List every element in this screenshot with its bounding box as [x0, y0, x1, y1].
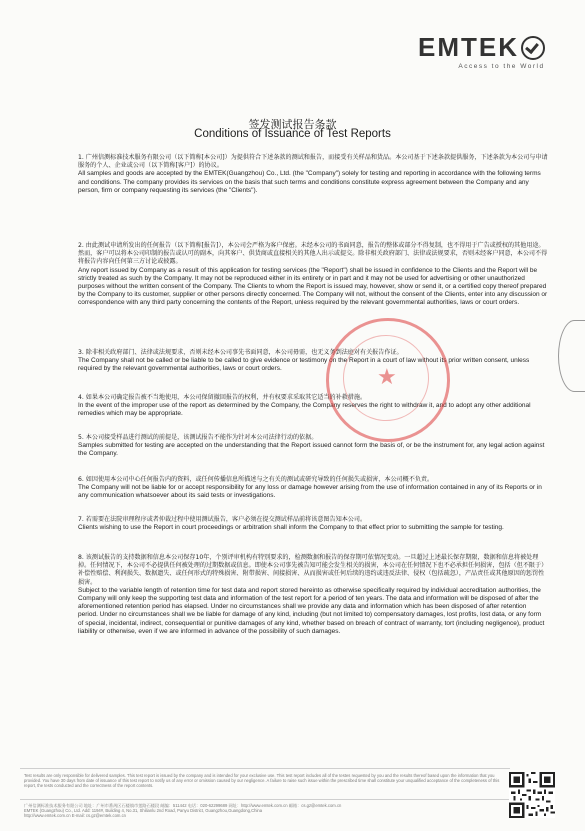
footer-notice: Test results are only responsible for delivered samples. This test report is issued by the company and is intended for your exclusive use. This test report includes all of the testes requested by you and the results thereof based upon the information that you provided. You have 30 days from date of issuance of this test report to notify us of any error or omission caused by our negligence. A failure to raise such issue within the prescribed time shall constitute your unqualified acceptance of the completeness of this report, the tests conducted and the correctness of the report contents.	[24, 773, 500, 788]
footer-divider	[20, 768, 510, 769]
clause-6-cn: 如因使用本公司中心任何报告内的资料，或任何传播信息所描述与之有关的测试或研究导致的任何损失或损害，本公司概不负责。	[85, 476, 434, 483]
clause-2-en: Any report issued by Company as a result of this application for testing services (the "Report") shall be issued in confidence to the Clients and the Report will be strictly treated as such by the Company. It may not be reproduced either in its entirety or in part and it may not be used for advertising or other unauthorized purposes without the written consent of the Company. The Clients to whom the Report is issued may, however, show or send it, or a certified copy thereof prepared by the Company to its customer, supplier or other persons directly concerned. The Company will not, without the consent of the Clients, enter into any discussion or correspondence with any third party concerning the contents of the Report, unless required by the relevant governmental authorities, laws or court orders.	[78, 266, 548, 307]
page-title-cn: 签发测试报告条款	[248, 118, 337, 131]
clause-4: 4. 如果本公司确定报告被不当地使用，本公司保留撤回报告的权利，并有权要求采取其它适当的补救措施。 In the event of the improper use of the report as determined by the Company, the Company reserves the right to withdraw it, and to adopt any other additional remedies which may be appropriate.	[78, 394, 548, 419]
logo-wordmark: EMTEK	[418, 32, 519, 62]
clause-3-cn: 除非相关政府部门、法律或法规要求，否则未经本公司事先书面同意，本公司毋需，也无义务到法庭对有关报告作证。	[85, 349, 403, 356]
footer-divider-2	[20, 799, 510, 800]
page-edge-mark	[558, 320, 585, 392]
clause-1-cn: 广州信测标准技术服务有限公司（以下简称[本公司]）为提供符合下述条款的测试和报告，而接受有关样品和货品。本公司基于下述条款提供服务，下述条款为本公司与申请服务的个人、企业或公司（以下简称[客户]）的协议。	[78, 154, 548, 170]
clause-7-cn: 若需要在法院审理程序或者仲裁过程中使用测试报告，客户必须在提交测试样品前将该意图告知本公司。	[85, 516, 367, 523]
clause-7: 7. 若需要在法院审理程序或者仲裁过程中使用测试报告，客户必须在提交测试样品前将该意图告知本公司。 Clients wishing to use the Report in court proceedings or arbitration shall inform the Company to that effect prior to submitting the sample for testing.	[78, 516, 548, 532]
clause-8-en: Subject to the variable length of retention time for test data and report stored hereinto as otherwise specifically required by individual accreditation authorities, the Company will only keep the supporting test data and information of the test report for a period of ten years. The data and information will be disposed of after the aforementioned retention period has elapsed. Under no circumstances shall we provide any data and information which has been disposed of after retention period. Under no circumstances shall we be liable for damage of any kind, including (but not limited to) compensatory damages, lost profits, lost data, or any form of special, incidental, indirect, consequential or punitive damages of any kind, whether based on breach of contract of warranty, tort (including negligence), product liability or otherwise, even if we are informed in advance of the possibility of such damages.	[78, 586, 545, 635]
company-logo	[418, 32, 545, 70]
clause-7-en: Clients wishing to use the Report in court proceedings or arbitration shall inform the Company to that effect prior to submitting the sample for testing.	[78, 524, 504, 532]
clause-4-en: In the event of the improper use of the report as determined by the Company, the Company reserves the right to withdraw it, and to adopt any other additional remedies which may be appropriate.	[78, 402, 531, 418]
clause-5-en: Samples submitted for testing are accepted on the understanding that the Report issued cannot form the basis of, or be the instrument for, any legal action against the Company.	[78, 442, 545, 458]
company-seal	[326, 318, 450, 442]
footer-address-en: EMTEK (Guangzhou) Co., Ltd. Add: 1194#, Building 4, No.31, Shilianlu 2nd Road, Panyu District, Guangzhou,Guangdong,China	[24, 808, 263, 814]
clause-3: 3. 除非相关政府部门、法律或法规要求，否则未经本公司事先书面同意，本公司毋需，也无义务到法庭对有关报告作证。 The Company shall not be called or be liable to be called to give evidence or testimony on the Report in a court of law without its prior written consent, unless required by the relevant governmental authorities, laws or court orders.	[78, 349, 548, 374]
clause-4-cn: 如果本公司确定报告被不当地使用，本公司保留撤回报告的权利，并有权要求采取其它适当的补救措施。	[85, 394, 367, 401]
clause-5-cn: 本公司接受样品进行测试的前提是，该测试报告不能作为针对本公司法律行动的依据。	[85, 434, 318, 441]
checkmark-circle-icon	[521, 36, 545, 60]
seal-star-icon: ★	[377, 365, 397, 390]
clause-8-cn: 该测试报告的支持数据和信息本公司保存10年，个别评审机构有特别要求的，检测数据和报告的保存期可依情况变动。一旦超过上述最长保存期限，数据和信息将被处理掉。任何情况下，本公司不必提供任何被处理的过期数据或信息。即使本公司事先被告知可能会发生相关的损害，本公司在任何情况下也不必承担任何损害，包括（但不限于）补偿性赔偿、利润损失、数据遗失、或任何形式的特殊损害、附带损害、间接损害、从而损害或任何后续的违约或违反法律、侵权（包括疏忽），产品责任或其他原因的惩罚性损害。	[78, 554, 548, 586]
qr-code-icon	[509, 772, 555, 818]
clause-6-en: The Company will not be liable for or accept responsibility for any loss or damage however arising from the use of information contained in any of its Reports or in any communication whatsoever about its said tests or investigations.	[78, 484, 542, 500]
page-title-en: Conditions of Issuance of Test Reports	[194, 128, 391, 140]
clause-2: 2. 由此测试申请所发出的任何报告（以下简称[报告]），本公司会严格为客户保密。未经本公司的书面同意，报告的整体或部分不得复制，也不得用于广告或授权的其他用途。然而，客户可以将本公司印制的报告或认可的副本，向其客户、供货商或直接相关的其他人出示或提交。除非相关政府部门、法律或法规要求，否则未经客户同意，本公司不得将报告内容向任何第三方讨论或披露。 Any report issued by Company as a result of this application for testing services (the "Report") shall be issued in confidence to the Clients and the Report will be strictly treated as such by the Company. It may not be reproduced either in its entirety or in part and it may not be used for advertising or other unauthorized purposes without the written consent of the Company. The Clients to whom the Report is issued may, however, show or send it, or a certified copy thereof prepared by the Company to its customer, supplier or other persons directly concerned. The Company will not, without the consent of the Clients, enter into any discussion or correspondence with any third party concerning the contents of the Report, unless required by the relevant governmental authorities, laws or court orders.	[78, 242, 548, 307]
clause-3-en: The Company shall not be called or be liable to be called to give evidence or testimony on the Report in a court of law without its prior written consent, unless required by the relevant governmental authorities, laws or court orders.	[78, 357, 530, 373]
clause-1-en: All samples and goods are accepted by the EMTEK(Guangzhou) Co., Ltd. (the "Company") solely for testing and reporting in accordance with the following terms and conditions. The company provides its services on the basis that such terms and conditions constitute express agreement between the Company and any person, firm or company requesting its services (the "Clients").	[78, 170, 541, 194]
clause-6: 6. 如因使用本公司中心任何报告内的资料，或任何传播信息所描述与之有关的测试或研究导致的任何损失或损害，本公司概不负责。 The Company will not be liable for or accept responsibility for any loss or damage however arising from the use of information contained in any of its Reports or in any communication whatsoever about its said tests or investigations.	[78, 476, 548, 501]
footer-web: http://www.emtek.com.cn E-mail: cs.gz@emtek.com.cn	[24, 813, 126, 819]
clause-1: 1. 广州信测标准技术服务有限公司（以下简称[本公司]）为提供符合下述条款的测试和报告，而接受有关样品和货品。本公司基于下述条款提供服务，下述条款为本公司与申请服务的个人、企业或公司（以下简称[客户]）的协议。 All samples and goods are accepted by the EMTEK(Guangzhou) Co., Ltd. (the "Company") solely for testing and reporting in accordance with the following terms and conditions. The company provides its services on the basis that such terms and conditions constitute express agreement between the Company and any person, firm or company requesting its services (the "Clients").	[78, 154, 548, 194]
footer-address	[24, 803, 502, 819]
logo-tagline: Access to the World	[458, 63, 545, 70]
footer-address-cn: 广州信测标准技术服务有限公司 地址：广州市番禺区石楼镇市莲路石楼段 邮编：511442 电话：020-62299689 网址：http://www.emtek.com.cn 邮箱：cs.gz@emtek.com.cn	[24, 803, 342, 808]
clause-2-cn: 由此测试申请所发出的任何报告（以下简称[报告]），本公司会严格为客户保密。未经本公司的书面同意，报告的整体或部分不得复制，也不得用于广告或授权的其他用途。然而，客户可以将本公司印制的报告或认可的副本，向其客户、供货商或直接相关的其他人出示或提交。除非相关政府部门、法律或法规要求，否则未经客户同意，本公司不得将报告内容向任何第三方讨论或披露。	[78, 242, 548, 266]
clause-5: 5. 本公司接受样品进行测试的前提是，该测试报告不能作为针对本公司法律行动的依据。 Samples submitted for testing are accepted on the understanding that the Report issued cannot form the basis of, or be the instrument for, any legal action against the Company.	[78, 434, 548, 459]
clause-8: 8. 该测试报告的支持数据和信息本公司保存10年，个别评审机构有特别要求的，检测数据和报告的保存期可依情况变动。一旦超过上述最长保存期限，数据和信息将被处理掉。任何情况下，本公司不必提供任何被处理的过期数据或信息。即使本公司事先被告知可能会发生相关的损害，本公司在任何情况下也不必承担任何损害，包括（但不限于）补偿性赔偿、利润损失、数据遗失、或任何形式的特殊损害、附带损害、间接损害、从而损害或任何后续的违约或违反法律、侵权（包括疏忽），产品责任或其他原因的惩罚性损害。 Subject to the variable length of retention time for test data and report stored hereinto as otherwise specifically required by individual accreditation authorities, the Company will only keep the supporting test data and information of the test report for a period of ten years. The data and information will be disposed of after the aforementioned retention period has elapsed. Under no circumstances shall we provide any data and information which has been disposed of after retention period. Under no circumstances shall we be liable for damage of any kind, including (but not limited to) compensatory damages, lost profits, lost data, or any form of special, incidental, indirect, consequential or punitive damages of any kind, whether based on breach of contract of warranty, tort (including negligence), product liability or otherwise, even if we are informed in advance of the possibility of such damages.	[78, 554, 548, 635]
